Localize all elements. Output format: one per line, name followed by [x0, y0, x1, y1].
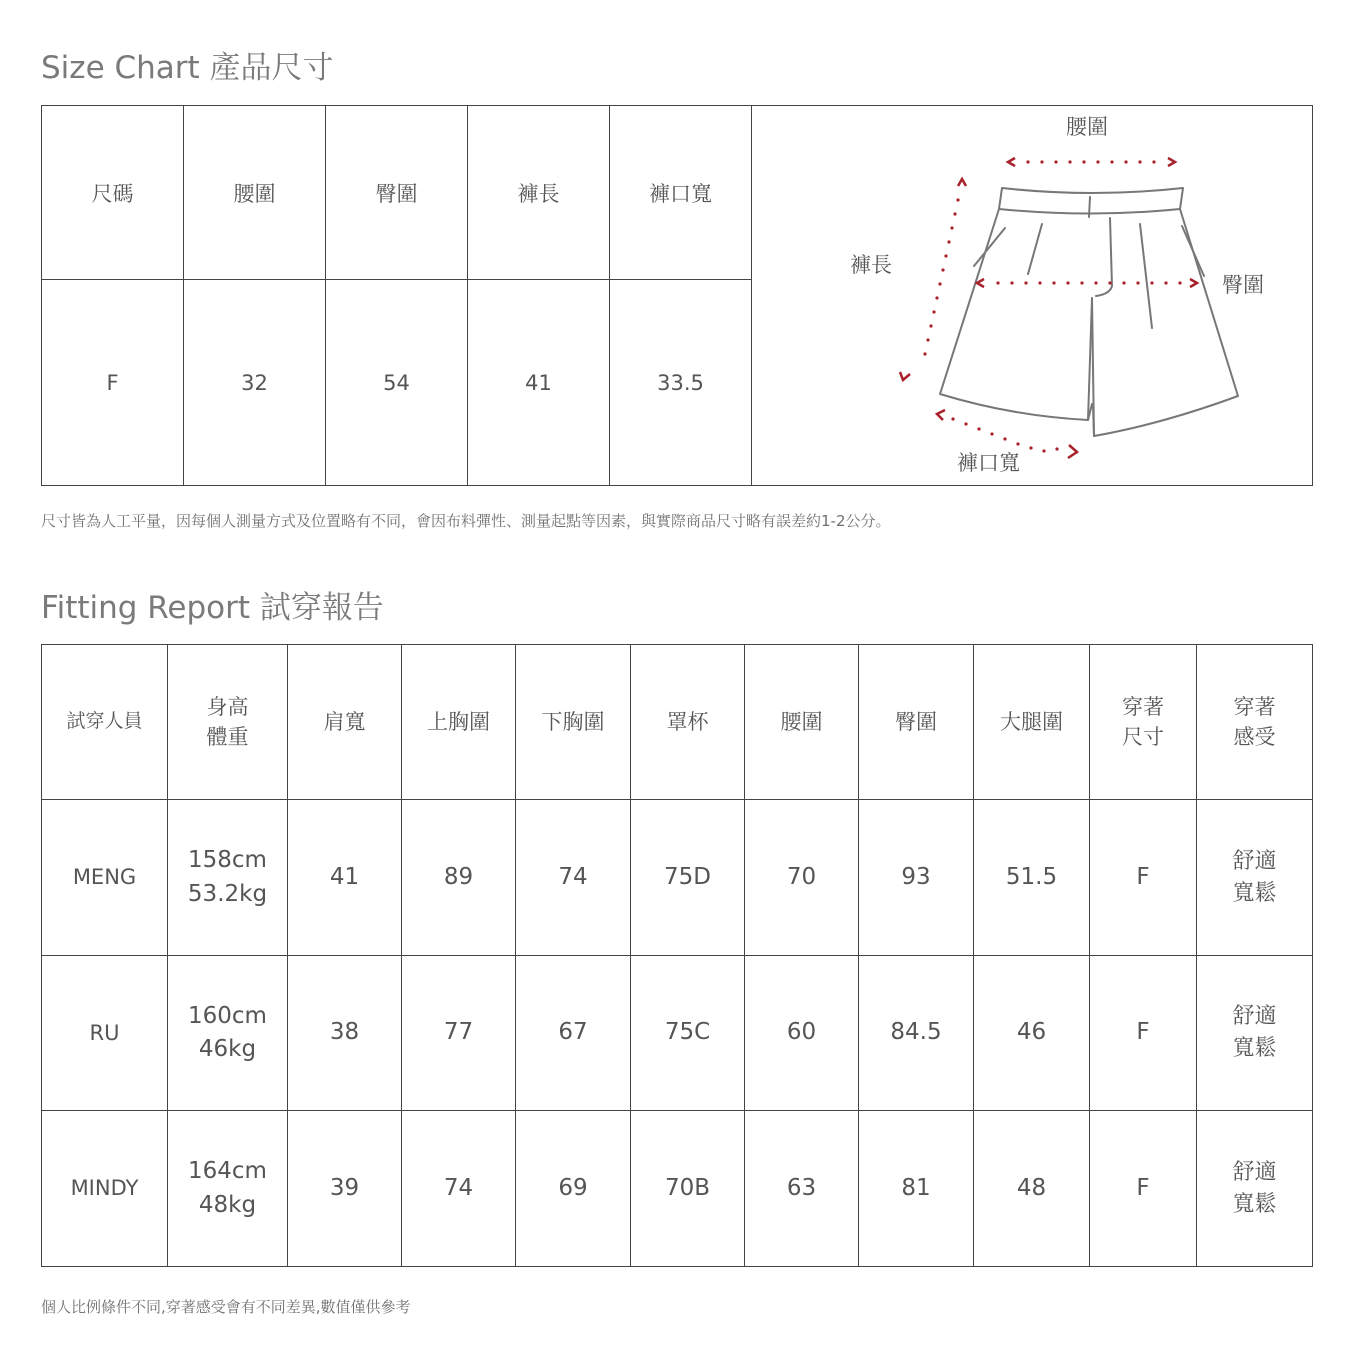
- size-chart-cell: 33.5: [610, 280, 752, 486]
- waist-value: 60: [745, 956, 859, 1111]
- weight-value: 48kg: [198, 1191, 257, 1218]
- diagram-length-label: 褲長: [850, 253, 892, 277]
- shoulder-value: 39: [288, 1111, 402, 1267]
- fitting-header-row: [42, 645, 1313, 800]
- fitting-header-cell: [1090, 645, 1197, 800]
- size-chart-cell: 41: [468, 280, 610, 486]
- fitting-row-meng: [42, 800, 1313, 956]
- fitting-header-cell: [859, 645, 974, 800]
- worn-size-value: F: [1090, 956, 1197, 1111]
- header-line: 感受: [1233, 725, 1276, 749]
- fitting-header-cell: [516, 645, 631, 800]
- header-line: 穿著: [1122, 694, 1164, 719]
- cup-value: 70B: [631, 1111, 745, 1267]
- under-bust-value: 69: [516, 1111, 631, 1267]
- fitting-report-title: Fitting Report 試穿報告: [41, 590, 384, 626]
- fit-feeling-cell: [1197, 956, 1313, 1111]
- size-chart-cell: 54: [326, 280, 468, 486]
- size-chart-cell: 32: [184, 280, 326, 486]
- header-line: 下胸圍: [541, 709, 605, 734]
- height-weight-cell: [168, 800, 288, 956]
- header-line: 穿著: [1233, 694, 1276, 719]
- shoulder-value: 38: [288, 956, 402, 1111]
- weight-value: 53.2kg: [187, 880, 268, 907]
- header-line: 試穿人員: [66, 710, 143, 733]
- fit-feeling-line: 寬鬆: [1232, 1036, 1277, 1061]
- shorts-diagram-cell: [752, 106, 1313, 486]
- shoulder-value: 41: [288, 800, 402, 956]
- fitting-header-cell: [745, 645, 859, 800]
- waist-value: 63: [745, 1111, 859, 1267]
- under-bust-value: 74: [516, 800, 631, 956]
- under-bust-value: 67: [516, 956, 631, 1111]
- size-chart-header-cell: 褲口寬: [610, 106, 752, 280]
- header-line: 腰圍: [780, 709, 823, 734]
- size-chart-header-cell: 尺碼: [42, 106, 184, 280]
- header-line: 身高: [206, 694, 249, 719]
- diagram-leg-opening-label: 褲口寬: [957, 451, 1020, 475]
- thigh-value: 46: [974, 956, 1090, 1111]
- diagram-waist-label: 腰圍: [1066, 115, 1108, 139]
- fit-feeling-line: 舒適: [1232, 848, 1277, 874]
- hip-value: 84.5: [859, 956, 974, 1111]
- size-chart-note: 尺寸皆為人工平量，因每個人測量方式及位置略有不同，會因布料彈性、測量起點等因素，與實際商品尺寸略有誤差約1-2公分。: [41, 512, 891, 530]
- weight-value: 46kg: [198, 1036, 257, 1062]
- thigh-value: 48: [974, 1111, 1090, 1267]
- fitting-header-cell: [288, 645, 402, 800]
- size-chart-title: Size Chart 產品尺寸: [41, 50, 334, 86]
- fit-feeling-line: 寬鬆: [1232, 880, 1277, 906]
- tester-name: MENG: [42, 800, 168, 956]
- size-chart-cell: F: [42, 280, 184, 486]
- upper-bust-value: 74: [402, 1111, 516, 1267]
- hip-value: 81: [859, 1111, 974, 1267]
- height-weight-cell: [168, 1111, 288, 1267]
- shorts-illustration: [940, 188, 1238, 436]
- size-chart-header-cell: 臀圍: [326, 106, 468, 280]
- fitting-header-cell: [402, 645, 516, 800]
- diagram-hip-label: 臀圍: [1222, 273, 1264, 297]
- cup-value: 75C: [631, 956, 745, 1111]
- fitting-row-mindy: [42, 1111, 1313, 1267]
- header-line: 上胸圍: [427, 709, 490, 734]
- fitting-header-cell: [1197, 645, 1313, 800]
- cup-value: 75D: [631, 800, 745, 956]
- header-line: 罩杯: [666, 709, 709, 734]
- size-chart-table: [41, 105, 1313, 486]
- fitting-report-note: 個人比例條件不同,穿著感受會有不同差異,數值僅供參考: [41, 1298, 411, 1316]
- fit-feeling-line: 寬鬆: [1232, 1191, 1277, 1217]
- measurement-guides: [900, 158, 1197, 458]
- fitting-header-cell: [42, 645, 168, 800]
- size-chart-header-row: [42, 106, 1313, 280]
- header-line: 臀圍: [895, 709, 937, 734]
- fitting-header-cell: [631, 645, 745, 800]
- fit-feeling-cell: [1197, 1111, 1313, 1267]
- header-line: 大腿圍: [1000, 709, 1063, 734]
- worn-size-value: F: [1090, 800, 1197, 956]
- shorts-diagram: [752, 106, 1311, 484]
- size-chart-header-cell: 褲長: [468, 106, 610, 280]
- hip-value: 93: [859, 800, 974, 956]
- height-value: 164cm: [188, 1158, 267, 1185]
- height-value: 158cm: [188, 847, 267, 874]
- thigh-value: 51.5: [974, 800, 1090, 956]
- fit-feeling-line: 舒適: [1232, 1004, 1277, 1030]
- header-line: 體重: [206, 725, 249, 749]
- height-value: 160cm: [188, 1002, 267, 1029]
- fitting-header-cell: [974, 645, 1090, 800]
- fitting-row-ru: [42, 956, 1313, 1111]
- tester-name: MINDY: [42, 1111, 168, 1267]
- fit-feeling-line: 舒適: [1232, 1159, 1277, 1185]
- fitting-report-table: [41, 644, 1313, 1267]
- waist-value: 70: [745, 800, 859, 956]
- upper-bust-value: 89: [402, 800, 516, 956]
- worn-size-value: F: [1090, 1111, 1197, 1267]
- header-line: 尺寸: [1122, 725, 1164, 749]
- fitting-header-cell: [168, 645, 288, 800]
- fit-feeling-cell: [1197, 800, 1313, 956]
- upper-bust-value: 77: [402, 956, 516, 1111]
- header-line: 肩寬: [323, 709, 366, 734]
- tester-name: RU: [42, 956, 168, 1111]
- height-weight-cell: [168, 956, 288, 1111]
- size-chart-header-cell: 腰圍: [184, 106, 326, 280]
